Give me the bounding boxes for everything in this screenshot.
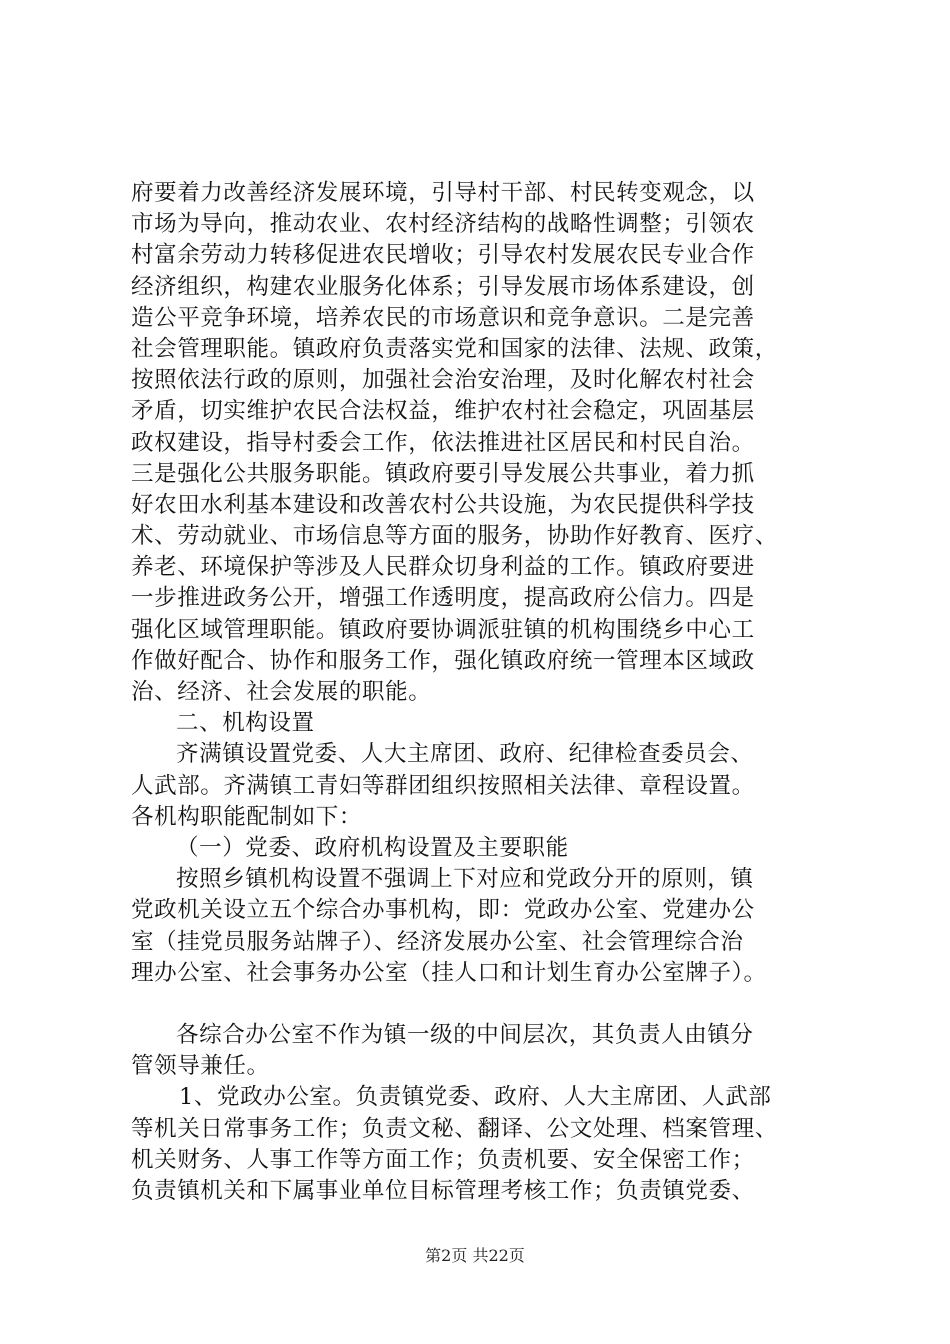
paragraph-line: 养老、环境保护等涉及人民群众切身利益的工作。镇政府要进 bbox=[131, 554, 755, 581]
paragraph-line: 治、经济、社会发展的职能。 bbox=[131, 679, 432, 705]
paragraph-line: 按照乡镇机构设置不强调上下对应和党政分开的原则，镇 bbox=[176, 866, 754, 893]
paragraph-line: 理办公室、社会事务办公室（挂人口和计划生育办公室牌子）。 bbox=[131, 959, 767, 986]
paragraph-line: 室（挂党员服务站牌子）、经济发展办公室、社会管理综合治 bbox=[131, 928, 744, 955]
paragraph-line: 好农田水利基本建设和改善农村公共设施，为农民提供科学技 bbox=[131, 491, 755, 518]
section-heading: 二、机构设置 bbox=[176, 710, 315, 737]
paragraph-line: 村富余劳动力转移促进农民增收；引导农村发展农民专业合作 bbox=[131, 242, 755, 269]
paragraph-line: 市场为导向，推动农业、农村经济结构的战略性调整；引领农 bbox=[131, 211, 755, 238]
document-body bbox=[131, 178, 831, 1207]
paragraph-line: 经济组织，构建农业服务化体系；引导发展市场体系建设，创 bbox=[131, 273, 755, 300]
paragraph-line: 负责镇机关和下属事业单位目标管理考核工作；负责镇党委、 bbox=[131, 1178, 755, 1204]
paragraph-line: 各综合办公室不作为镇一级的中间层次，其负责人由镇分 bbox=[176, 1022, 754, 1049]
paragraph-line: 强化区域管理职能。镇政府要协调派驻镇的机构围绕乡中心工 bbox=[131, 616, 755, 643]
paragraph-gap bbox=[131, 989, 831, 1020]
subsection-heading: （一）党委、政府机构设置及主要职能 bbox=[176, 834, 569, 861]
paragraph-line: 府要着力改善经济发展环境，引导村干部、村民转变观念，以 bbox=[131, 180, 755, 206]
page-number-footer: 第2页 共22页 bbox=[425, 1246, 525, 1265]
paragraph-line: 管领导兼任。 bbox=[131, 1053, 270, 1080]
paragraph-line: 政权建设，指导村委会工作，依法推进社区居民和村民自治。 bbox=[131, 429, 755, 456]
numbered-item-line: 1、党政办公室。负责镇党委、政府、人大主席团、人武部 bbox=[179, 1084, 772, 1111]
paragraph-line: 社会管理职能。镇政府负责落实党和国家的法律、法规、政策， bbox=[131, 335, 778, 362]
paragraph-line: 矛盾，切实维护农民合法权益，维护农村社会稳定，巩固基层 bbox=[131, 398, 755, 425]
paragraph-line: 党政机关设立五个综合办事机构，即：党政办公室、党建办公 bbox=[131, 897, 755, 924]
paragraph-line: 齐满镇设置党委、人大主席团、政府、纪律检查委员会、 bbox=[176, 741, 754, 768]
paragraph-line: 等机关日常事务工作；负责文秘、翻译、公文处理、档案管理、 bbox=[131, 1115, 778, 1142]
paragraph-line: 人武部。齐满镇工青妇等群团组织按照相关法律、章程设置。 bbox=[131, 772, 755, 799]
paragraph-line: 作做好配合、协作和服务工作，强化镇政府统一管理本区域政 bbox=[131, 647, 755, 674]
paragraph-line: 机关财务、人事工作等方面工作；负责机要、安全保密工作； bbox=[131, 1146, 755, 1173]
paragraph-line: 各机构职能配制如下： bbox=[131, 803, 363, 830]
paragraph-line: 术、劳动就业、市场信息等方面的服务，协助作好教育、医疗、 bbox=[131, 523, 778, 550]
paragraph-line: 按照依法行政的原则，加强社会治安治理，及时化解农村社会 bbox=[131, 367, 755, 394]
paragraph-line: 造公平竞争环境，培养农民的市场意识和竞争意识。二是完善 bbox=[131, 304, 755, 331]
paragraph-line: 一步推进政务公开，增强工作透明度，提高政府公信力。四是 bbox=[131, 585, 755, 612]
paragraph-line: 三是强化公共服务职能。镇政府要引导发展公共事业，着力抓 bbox=[131, 460, 755, 487]
